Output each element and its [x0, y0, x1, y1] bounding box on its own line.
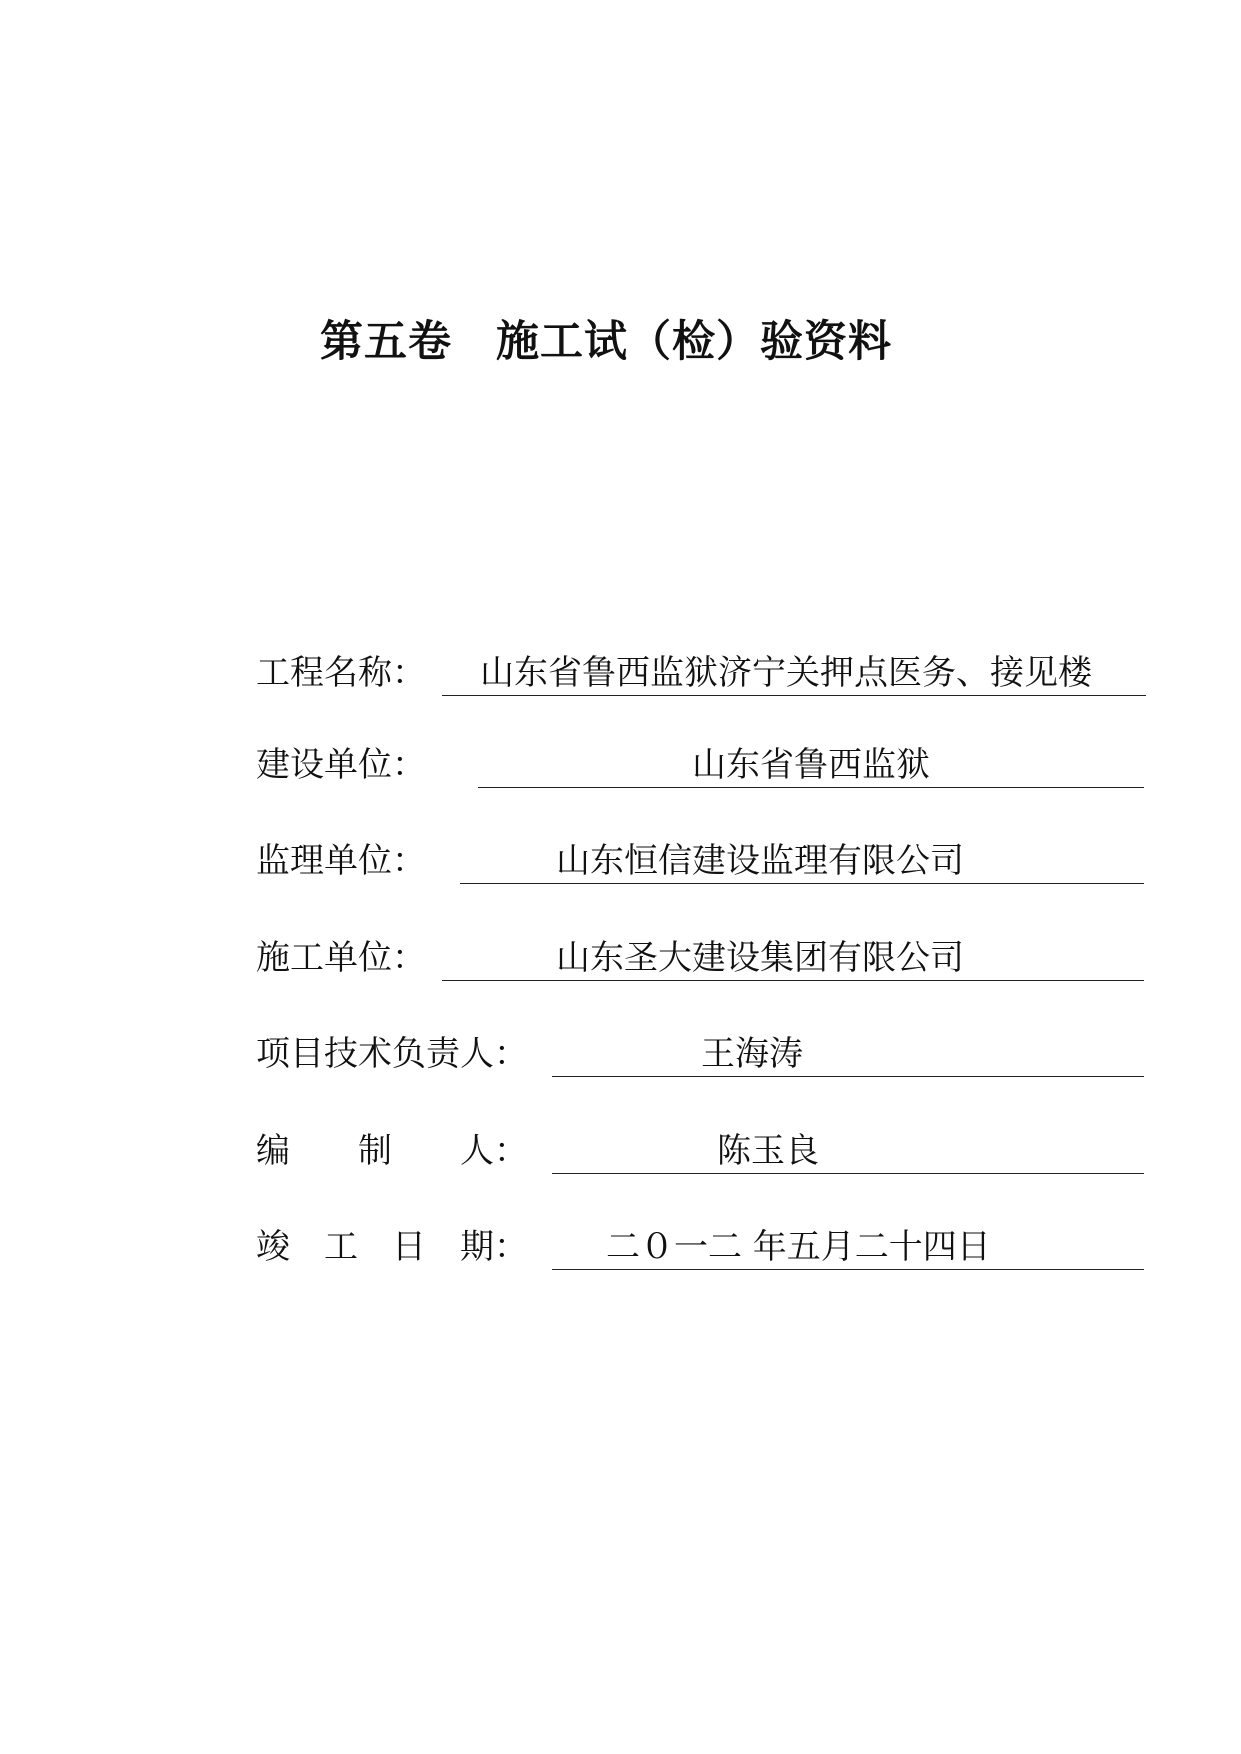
- underline: [442, 695, 1146, 696]
- field-value: 山东省鲁西监狱: [692, 745, 930, 785]
- field-construction-unit: [256, 742, 1146, 792]
- field-contractor-unit: [256, 935, 1146, 985]
- field-value: 山东恒信建设监理有限公司: [556, 841, 964, 881]
- field-supervision-unit: [256, 838, 1146, 888]
- field-label: 编 制 人：: [256, 1131, 528, 1171]
- underline: [442, 980, 1144, 981]
- field-label: 建设单位：: [256, 745, 426, 785]
- underline: [478, 787, 1144, 788]
- underline: [460, 883, 1144, 884]
- field-label: 施工单位：: [256, 938, 426, 978]
- underline: [552, 1173, 1144, 1174]
- field-value: 王海涛: [701, 1034, 803, 1074]
- field-value: 山东省鲁西监狱济宁关押点医务、接见楼: [480, 653, 1092, 693]
- field-label: 项目技术负责人：: [256, 1034, 528, 1074]
- field-label: 工程名称：: [256, 653, 426, 693]
- field-value: 陈玉良: [717, 1131, 819, 1171]
- field-compiler: [256, 1128, 1146, 1178]
- field-project-name: [256, 650, 1146, 700]
- field-label: 竣 工 日 期：: [256, 1227, 528, 1267]
- field-label: 监理单位：: [256, 841, 426, 881]
- field-value: 山东圣大建设集团有限公司: [556, 938, 964, 978]
- document-title: 第五卷 施工试（检）验资料: [320, 317, 892, 367]
- underline: [552, 1269, 1144, 1270]
- underline: [552, 1076, 1144, 1077]
- field-completion-date: [256, 1224, 1146, 1274]
- field-value: 二０一二 年五月二十四日: [606, 1227, 991, 1267]
- field-technical-lead: [256, 1031, 1146, 1081]
